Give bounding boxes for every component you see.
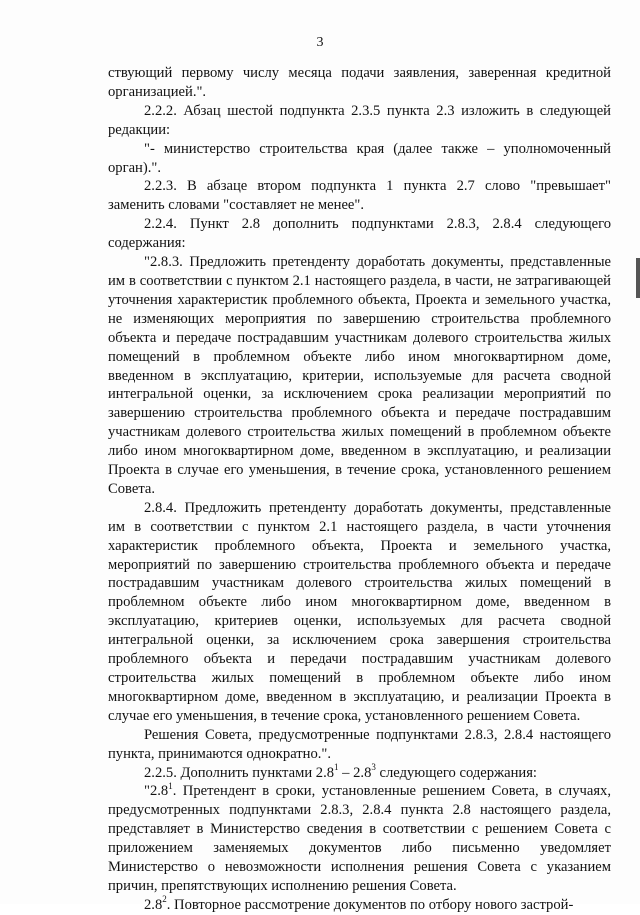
text-run: "2.8 xyxy=(144,783,169,800)
text-run: – 2.8 xyxy=(338,764,372,781)
paragraph-2-8-1 xyxy=(108,782,611,895)
superscript: 2 xyxy=(162,894,167,905)
paragraph: "2.8.3. Предложить претенденту доработать документы, представленные им в соответствии с пунктом 2.1 настоящего раздела, в части, не затрагивающей уточнения характеристик проблемного объекта, Проекта и земельного участка, не изменяющих мероприятия по завершению строительства проблемного объекта и передаче пострадавшим участникам долевого строительства жилых помещений в проблемном объекте либо ином многоквартирном доме, введенном в эксплуатацию, критерии, используемые для расчета сводной интегральной оценки, за исключением срока реализации мероприятий по завершению строительства проблемного объекта и передаче пострадавшим участникам долевого строительства жилых помещений в проблемном объекте либо ином многоквартирном доме, введенном в эксплуатацию, и реализации Проекта в случае его уменьшения, в течение срока, установленного решением Совета. xyxy=(108,254,611,497)
paragraph-add-points xyxy=(108,761,611,783)
superscript: 1 xyxy=(168,780,173,791)
paragraph: 2.2.3. В абзаце втором подпункта 1 пункта 2.7 слово "превышает" заменить словами "составляет не менее". xyxy=(108,178,611,214)
paragraph: 2.2.4. Пункт 2.8 дополнить подпунктами 2.8.3, 2.8.4 следующего содержания: xyxy=(108,216,611,252)
paragraph: 2.2.2. Абзац шестой подпункта 2.3.5 пункта 2.3 изложить в следующей редакции: xyxy=(108,102,611,138)
text-run: . Повторное рассмотрение документов по отбору нового застрой- xyxy=(166,896,574,913)
paragraph-2-8-2 xyxy=(108,896,611,915)
paragraph: Решения Совета, предусмотренные подпунктами 2.8.3, 2.8.4 настоящего пункта, принимаются однократно.". xyxy=(108,726,611,762)
document-body xyxy=(108,64,611,915)
superscript: 1 xyxy=(334,761,339,772)
page-number: 3 xyxy=(316,35,324,50)
text-run: . Претендент в сроки, установленные решением Совета, в случаях, предусмотренных подпунктами 2.8.3, 2.8.4 пункта 2.8 настоящего раздела, представляет в Министерство сведения в соответствии с решением Совета с приложением заменяемых документов либо письменно уведомляет Министерство о невозможности исполнения решения Совета с указанием причин, препятствующих исполнению решения Совета. xyxy=(108,783,611,894)
scan-edge-mark xyxy=(636,258,640,298)
text-run: 2.8 xyxy=(144,896,163,913)
text-run: 2.2.5. Дополнить пунктами 2.8 xyxy=(144,764,335,781)
text-run: следующего содержания: xyxy=(375,764,537,781)
paragraph: 2.8.4. Предложить претенденту доработать документы, представленные им в соответствии с пунктом 2.1 настоящего раздела, в части уточнения характеристик проблемного объекта, Проекта и земельного участка, мероприятий по завершению строительства проблемного объекта и передаче пострадавшим участникам долевого строительства жилых помещений в проблемном объекте либо ином многоквартирном доме, введенном в эксплуатацию, критериев оценки, используемых для расчета сводной интегральной оценки, за исключением срока завершения строительства проблемного объекта и передачи пострадавшим участникам долевого строительства жилых помещений в проблемном объекте либо ином многоквартирном доме, введенном в эксплуатацию, и реализации Проекта в случае его уменьшения, в течение срока, установленного решением Совета. xyxy=(108,499,611,724)
paragraph: "- министерство строительства края (далее также – уполномоченный орган).". xyxy=(108,140,611,176)
paragraph: ствующий первому числу месяца подачи заявления, заверенная кредитной организацией.". xyxy=(108,65,611,100)
superscript: 3 xyxy=(371,761,376,772)
